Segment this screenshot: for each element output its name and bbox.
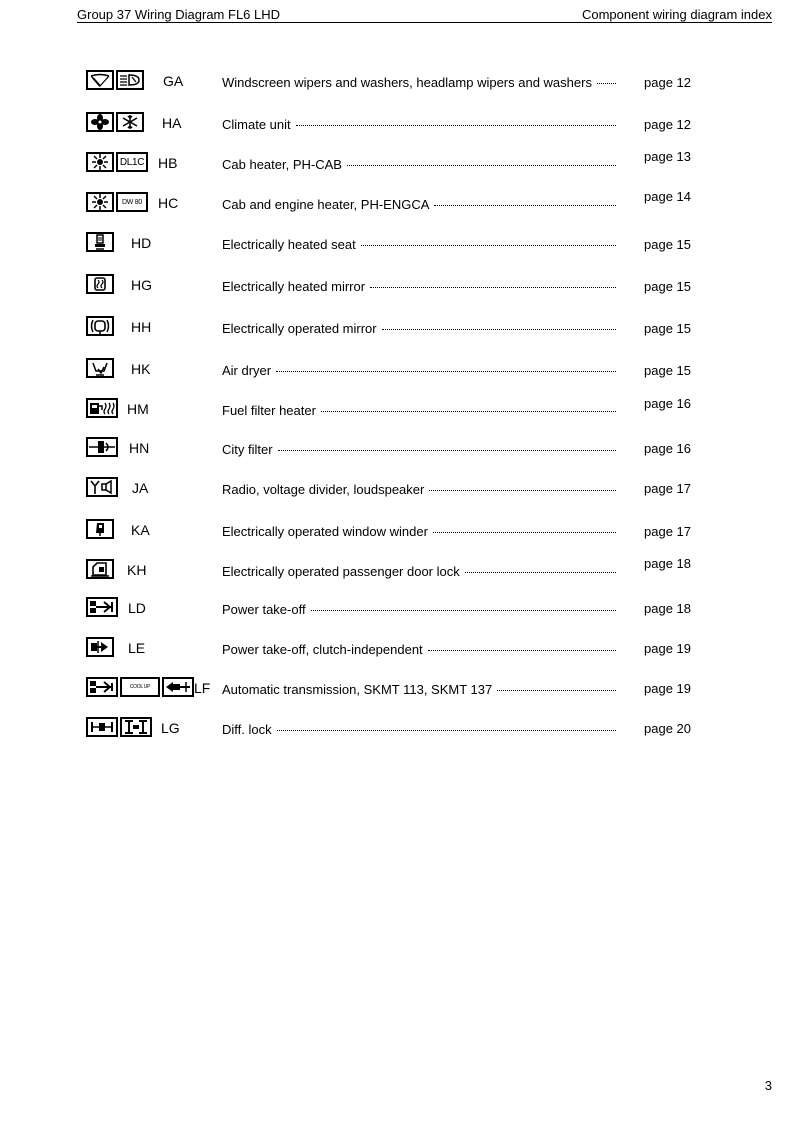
leader-dots [434, 197, 616, 206]
diff-lock-dual-icon [120, 717, 152, 737]
dw80-label-text: DW 80 [122, 198, 142, 206]
cool-up-label-icon [120, 677, 160, 697]
row-description: Power take-off [222, 602, 306, 617]
fuel-filter-heater-icon [86, 398, 118, 418]
transmission-icon [86, 677, 118, 697]
row-page: page 16 [644, 396, 691, 411]
row-code: HD [131, 235, 152, 251]
index-row-hm [0, 398, 811, 422]
index-row-hg [0, 274, 811, 298]
row-page: page 12 [644, 117, 691, 132]
leader-dots [597, 75, 616, 84]
row-code: HK [131, 361, 151, 377]
heated-mirror-icon [86, 274, 114, 294]
cool-up-label-text: COOL UP [129, 684, 151, 690]
row-code: LE [128, 640, 146, 656]
wiper-icon [86, 70, 114, 90]
row-description: City filter [222, 442, 273, 457]
row-code: GA [163, 73, 184, 89]
index-row-hd [0, 232, 811, 256]
index-row-lf [0, 677, 811, 701]
index-row-hb [0, 149, 811, 176]
index-row-lg [0, 717, 811, 741]
row-description: Radio, voltage divider, loudspeaker [222, 482, 425, 497]
leader-dots [433, 524, 616, 533]
row-page: page 15 [644, 237, 691, 252]
row-code: HC [158, 195, 179, 211]
leader-dots [428, 642, 616, 651]
row-page: page 15 [644, 363, 691, 378]
row-description: Electrically operated passenger door lock [222, 564, 460, 579]
header-right-title: Component wiring diagram index [581, 7, 772, 22]
row-page: page 19 [644, 641, 691, 656]
dw80-label-icon [116, 192, 148, 212]
leader-dots [296, 117, 616, 126]
row-description: Climate unit [222, 117, 291, 132]
window-winder-icon [86, 519, 114, 539]
dl1c-label-icon [116, 152, 148, 172]
row-description: Windscreen wipers and washers, headlamp wipers and washers [222, 75, 592, 90]
snowflake-icon [116, 112, 144, 132]
radio-speaker-icon [86, 477, 118, 497]
row-page: page 17 [644, 524, 691, 539]
row-description: Electrically operated window winder [222, 524, 428, 539]
headlamp-washer-icon [116, 70, 144, 90]
row-code: LF [194, 680, 211, 696]
row-page: page 20 [644, 721, 691, 736]
row-page: page 14 [644, 189, 691, 204]
header-rule [77, 22, 772, 23]
index-row-ja [0, 477, 811, 501]
power-mirror-icon [86, 316, 114, 336]
leader-dots [465, 564, 616, 573]
leader-dots [347, 157, 616, 166]
row-page: page 19 [644, 681, 691, 696]
row-description: Cab and engine heater, PH-ENGCA [222, 197, 430, 212]
index-row-ld [0, 597, 811, 621]
row-description: Automatic transmission, SKMT 113, SKMT 137 [222, 682, 493, 697]
row-code: HH [131, 319, 152, 335]
leader-dots [370, 279, 616, 288]
air-dryer-icon [86, 358, 114, 378]
row-description: Diff. lock [222, 722, 272, 737]
fan-icon [86, 112, 114, 132]
row-description: Fuel filter heater [222, 403, 316, 418]
power-take-off-icon [86, 597, 118, 617]
row-description: Electrically operated mirror [222, 321, 377, 336]
leader-dots [321, 403, 616, 412]
row-description: Electrically heated mirror [222, 279, 366, 294]
heated-seat-icon [86, 232, 114, 252]
leader-dots [429, 482, 616, 491]
leader-dots [277, 722, 616, 731]
row-code: HG [131, 277, 152, 293]
leader-dots [276, 363, 616, 372]
row-description: Air dryer [222, 363, 272, 378]
index-row-hh [0, 316, 811, 340]
index-row-hk [0, 358, 811, 382]
row-code: HB [158, 155, 178, 171]
index-row-kh [0, 556, 811, 583]
diff-lock-single-icon [86, 717, 118, 737]
leader-dots [361, 237, 616, 246]
row-description: Electrically heated seat [222, 237, 356, 252]
leader-dots [311, 602, 616, 611]
row-code: LG [161, 720, 180, 736]
row-page: page 17 [644, 481, 691, 496]
row-page: page 13 [644, 149, 691, 164]
pto-clutch-independent-icon [86, 637, 114, 657]
index-row-ha [0, 112, 811, 136]
leader-dots [382, 321, 616, 330]
row-page: page 15 [644, 279, 691, 294]
heater-sun-icon [86, 192, 114, 212]
page-number: 3 [764, 1078, 772, 1093]
row-description: Cab heater, PH-CAB [222, 157, 342, 172]
row-code: HA [162, 115, 182, 131]
row-code: LD [128, 600, 146, 616]
index-row-le [0, 637, 811, 661]
row-page: page 18 [644, 601, 691, 616]
row-code: KH [127, 562, 147, 578]
row-page: page 12 [644, 75, 691, 90]
leader-dots [278, 442, 616, 451]
index-row-ka [0, 519, 811, 543]
door-lock-icon [86, 559, 114, 579]
row-code: KA [131, 522, 150, 538]
leader-dots [497, 682, 616, 691]
header-left-title: Group 37 Wiring Diagram FL6 LHD [77, 7, 281, 22]
row-description: Power take-off, clutch-independent [222, 642, 423, 657]
transmission-arrow-icon [162, 677, 194, 697]
row-code: JA [132, 480, 149, 496]
city-filter-icon [86, 437, 118, 457]
row-code: HN [129, 440, 150, 456]
index-row-hc [0, 189, 811, 216]
row-code: HM [127, 401, 149, 417]
index-row-hn [0, 437, 811, 461]
index-row-ga [0, 70, 811, 94]
heater-sun-icon [86, 152, 114, 172]
dl1c-label-text: DL1C [119, 156, 145, 168]
row-page: page 16 [644, 441, 691, 456]
row-page: page 18 [644, 556, 691, 571]
row-page: page 15 [644, 321, 691, 336]
